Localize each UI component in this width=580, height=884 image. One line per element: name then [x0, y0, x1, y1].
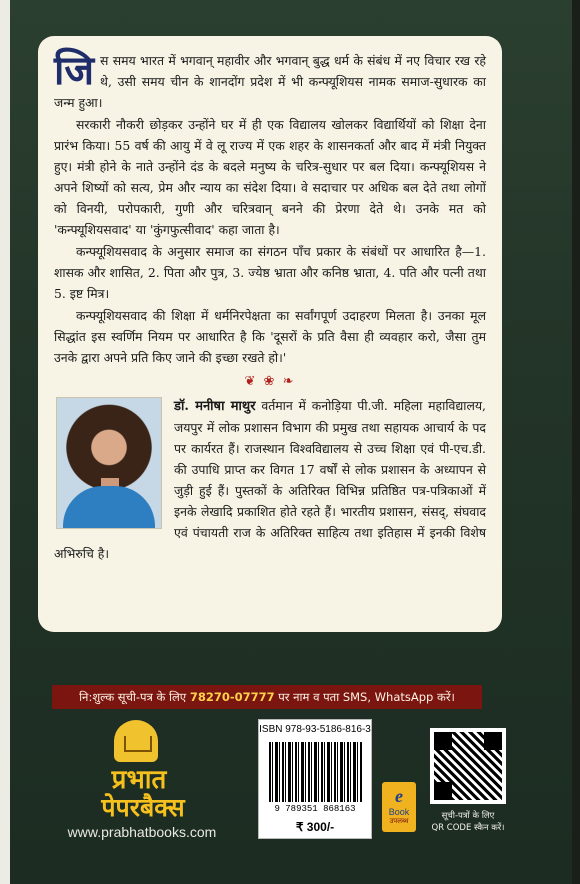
ebook-sub: उपलब्ध — [389, 817, 409, 825]
free-catalog-banner — [52, 685, 482, 709]
qr-code-pattern — [434, 732, 502, 800]
divider-ornament: ❦ ❀ ❧ — [244, 374, 296, 389]
text-card — [38, 36, 502, 632]
ebook-e: e — [395, 786, 403, 806]
author-photo — [56, 397, 162, 529]
intro-paragraph-2: सरकारी नौकरी छोड़कर उन्होंने घर में ही एक विद्यालय खोलकर विद्यार्थियों को शिक्षा देना प्रारंभ किया। 55 वर्ष की आयु में वे लू राज्य में एक शहर के शासनकर्ता और बाद में मंत्री नियुक्त हुए। मंत्री होने के नाते उन्होंने दंड के बदले मनुष्य के चरित्र-सुधार पर बल दिया। कन्फ्यूशियस ने अपने शिष्यों को सत्य, प्रेम और न्याय का संदेश दिया। वे सदाचार पर अधिक बल देते तथा लोगों को विनयी, परोपकारी, गुणी और चरित्रवान् बनने की प्रेरणा देते थे। उनके मत को 'कन्फ्यूशियसवाद' या 'कुंगफुत्सीवाद' कहा जाता है। — [54, 117, 486, 237]
intro-paragraph-3: कन्फ्यूशियसवाद के अनुसार समाज का संगठन पाँच प्रकार के संबंधों पर आधारित है—1. शासक और शासित, 2. पिता और पुत्र, 3. ज्येष्ठ भ्राता और कनिष्ठ भ्राता, 4. पति और पत्नी तथा 5. इष्ट मित्र। — [54, 244, 486, 301]
isbn-barcode-box — [258, 719, 372, 839]
intro-paragraph-1-text: स समय भारत में भगवान् महावीर और भगवान् बुद्ध धर्म के संबंध में नए विचार रख रहे थे, उसी समय चीन के शानदोंग प्रदेश में भी कन्फ्यूशियस नामक समाज-सुधारक का जन्म हुआ। — [54, 53, 486, 110]
page-edge-left — [0, 0, 10, 884]
qr-caption-line1: सूची-पत्रों के लिए — [441, 811, 495, 821]
ebook-book: Book — [388, 807, 410, 817]
barcode-icon — [269, 742, 363, 802]
publisher-name-line1: प्रभात — [111, 765, 167, 795]
publisher-logo-icon — [114, 720, 158, 762]
isbn-label: ISBN 978-93-5186-816-3 — [259, 724, 371, 735]
order-bar-suffix: पर नाम व पता SMS, WhatsApp करें। — [274, 690, 455, 704]
author-section — [54, 395, 486, 564]
intro-paragraph-4: कन्फ्यूशियसवाद की शिक्षा में धर्मनिरपेक्षता का सर्वांगपूर्ण उदाहरण मिलता है। उनका मूल सिद्धांत इस स्वर्णिम नियम पर आधारित है कि 'दूसरों के प्रति वैसा ही व्यवहार करो, जैसा तुम उनके द्वारा अपने प्रति किए जाने की इच्छा रखते हो।' — [54, 308, 486, 365]
order-bar-phone: 78270-07777 — [189, 690, 275, 704]
order-bar-prefix: नि:शुल्क सूची-पत्र के लिए — [79, 690, 190, 704]
author-photo-shoulders — [63, 486, 155, 529]
barcode-number: 9 789351 868163 — [274, 804, 356, 814]
qr-caption — [418, 810, 518, 834]
ebook-badge-icon — [382, 782, 416, 832]
qr-caption-line2: QR CODE स्कैन करें। — [431, 823, 505, 833]
publisher-name-line2: पेपरबैक्स — [101, 793, 185, 822]
author-name: डॉ. मनीषा माथुर — [174, 399, 256, 414]
publisher-url: www.prabhatbooks.com — [67, 824, 217, 840]
qr-code-icon[interactable] — [430, 728, 506, 804]
drop-cap: जि — [54, 47, 95, 94]
intro-paragraph-1 — [54, 47, 486, 113]
page-edge-right — [572, 0, 580, 884]
author-bio-text: वर्तमान में कनोड़िया पी.जी. महिला महाविद्यालय, जयपुर में लोक प्रशासन विभाग की प्रमुख तथा सहायक आचार्य के पद पर कार्यरत हैं। राजस्थान विश्वविद्यालय से उच्च शिक्षा एवं पी-एच.डी. की उपाधि प्राप्त कर विगत 17 वर्षों से लोक प्रशासन के अध्यापन से जुड़ी हुई हैं। पुस्तकों के अतिरिक्त विभिन्न प्रतिष्ठित पत्र-पत्रिकाओं में इनके लेखादि प्रकाशित होते रहते हैं। भारतीय प्रशासन, संसद्, संघवाद एवं पंचायती राज के अतिरिक्त साहित्य तथा इतिहास में इनकी विशेष अभिरुचि है। — [54, 398, 486, 561]
price: ₹ 300/- — [295, 820, 335, 834]
